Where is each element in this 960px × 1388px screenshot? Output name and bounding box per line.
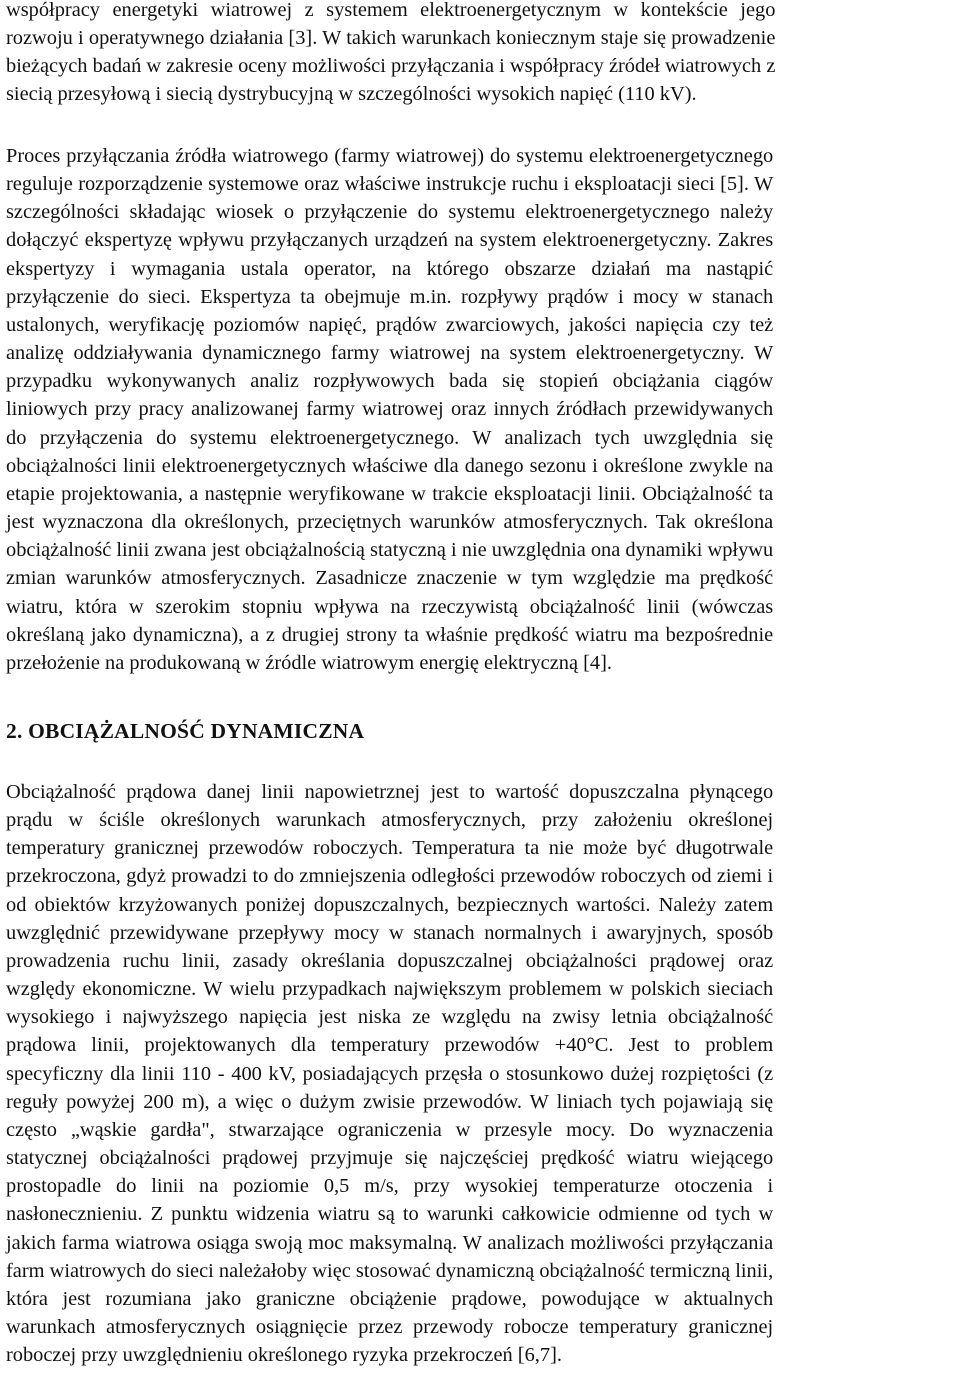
text-line: statycznej obciążalności prądowej przyjmuje się najczęściej prędkość wiatru wiejącego bbox=[6, 1147, 774, 1170]
text-line: obciążalności linii elektroenergetycznych właściwe dla danego sezonu i określone zwykle na bbox=[6, 454, 774, 477]
text-line: dołączyć ekspertyzę wpływu przyłączanych urządzeń na system elektroenergetyczny. Zakres bbox=[6, 229, 774, 252]
text-line: analizę oddziaływania dynamicznego farmy wiatrowej na system elektroenergetyczny. W bbox=[6, 342, 774, 365]
text-line: rozwoju i operatywnego działania [3]. W takich warunkach koniecznym staje się prowadzenie bbox=[6, 27, 776, 50]
text-line: reguluje rozporządzenie systemowe oraz właściwe instrukcje ruchu i eksploatacji sieci [5]. W bbox=[6, 173, 774, 196]
text-line: szczególności składając wiosek o przyłączenie do systemu elektroenergetycznego należy bbox=[6, 201, 774, 224]
text-line: nasłonecznieniu. Z punktu widzenia wiatru są to warunki całkowicie odmienne od tych w bbox=[6, 1203, 774, 1226]
text-line: farm wiatrowych do sieci należałoby więc stosować dynamiczną obciążalność termiczną linii, bbox=[6, 1259, 774, 1282]
text-line: Obciążalność prądowa danej linii napowietrznej jest to wartość dopuszczalna płynącego bbox=[6, 781, 774, 803]
text-line: przypadku wykonywanych analiz rozpływowych bada się stopień obciążania ciągów bbox=[6, 370, 774, 393]
text-line: wysokiego i najwyższego napięcia jest niska ze względu na zwisy letnia obciążalność bbox=[6, 1006, 774, 1029]
text-line: często „wąskie gardła", stwarzające ograniczenia w przesyle mocy. Do wyznaczenia bbox=[6, 1118, 774, 1141]
text-line: która jest rozumiana jako graniczne obciążenie prądowe, powodujące w aktualnych bbox=[6, 1287, 774, 1310]
text-line: zmian warunków atmosferycznych. Zasadnicze znaczenie w tym względzie ma prędkość bbox=[6, 567, 774, 590]
text-line: ekspertyzy i wymagania ustala operator, na którego obszarze działań ma nastąpić bbox=[6, 257, 774, 280]
text-line: do przyłączenia do systemu elektroenergetycznego. W analizach tych uwzględnia się bbox=[6, 426, 774, 449]
text-line: przełożenie na produkowaną w źródle wiatrowym energię elektryczną [4]. bbox=[6, 651, 612, 674]
text-line: prostopadle do linii na poziomie 0,5 m/s, przy wysokiej temperaturze otoczenia i bbox=[6, 1175, 774, 1198]
paragraph-intro-continuation bbox=[6, 0, 775, 109]
text-line: prądu w ściśle określonych warunkach atmosferycznych, przy założeniu określonej bbox=[6, 809, 774, 832]
text-line: przekroczona, gdyż prowadzi to do zmniejszenia odległości przewodów roboczych od ziemi i bbox=[6, 865, 774, 888]
text-line: etapie projektowania, a następnie weryfikowane w trakcie eksploatacji linii. Obciążalność ta bbox=[6, 482, 774, 505]
text-line: roboczej przy uwzględnieniu określonego ryzyka przekroczeń [6,7]. bbox=[6, 1344, 562, 1367]
paragraph-connection-process bbox=[6, 142, 773, 677]
text-line: względy ekonomiczne. W wielu przypadkach największym problemem w polskich sieciach bbox=[6, 978, 774, 1001]
text-line: specyficzny dla linii 110 - 400 kV, posiadających przęsła o stosunkowo dużej rozpiętości (z bbox=[6, 1062, 774, 1085]
text-line: od obiektów krzyżowanych poniżej dopuszczalnych, bezpiecznych wartości. Należy zatem bbox=[6, 893, 774, 916]
text-line: Proces przyłączania źródła wiatrowego (farmy wiatrowej) do systemu elektroenergetycznego bbox=[6, 145, 774, 167]
text-line: obciążalność linii zwana jest obciążalnością statyczną i nie uwzględnia ona dynamiki wpływu bbox=[6, 539, 774, 562]
text-line: wiatru, która w szerokim stopniu wpływa na rzeczywistą obciążalność linii (wówczas bbox=[6, 595, 774, 618]
text-line: przyłączenie do sieci. Ekspertyza ta obejmuje m.in. rozpływy prądów i mocy w stanach bbox=[6, 285, 774, 308]
text-line: prowadzenia ruchu linii, zasady określania dopuszczalnej obciążalności prądowej oraz bbox=[6, 949, 774, 972]
text-line: określaną jako dynamiczna), a z drugiej strony ta właśnie prędkość wiatru ma bezpośrednie bbox=[6, 623, 774, 646]
text-line: temperatury granicznej przewodów roboczych. Temperatura ta nie może być długotrwale bbox=[6, 837, 774, 860]
paragraph-dynamic-ampacity bbox=[6, 778, 773, 1369]
text-line: warunkach atmosferycznych osiągnięcie przez przewody robocze temperatury granicznej bbox=[6, 1315, 774, 1338]
text-line: ustalonych, weryfikację poziomów napięć, prądów zwarciowych, jakości napięcia czy też bbox=[6, 313, 774, 336]
text-line: liniowych przy pracy analizowanej farmy wiatrowej oraz innych źródłach przewidywanych bbox=[6, 398, 774, 421]
text-line: współpracy energetyki wiatrowej z systemem elektroenergetycznym w kontekście jego bbox=[6, 0, 776, 21]
text-line: jest wyznaczona dla określonych, przeciętnych warunków atmosferycznych. Tak określona bbox=[6, 511, 774, 534]
section-heading: 2. OBCIĄŻALNOŚĆ DYNAMICZNA bbox=[6, 719, 365, 743]
text-line: uwzględnić przewidywane przepływy mocy w stanach normalnych i awaryjnych, sposób bbox=[6, 921, 774, 944]
text-line: siecią przesyłową i siecią dystrybucyjną w szczególności wysokich napięć (110 kV). bbox=[6, 83, 697, 106]
text-line: reguły powyżej 200 m), a więc o dużym zwisie przewodów. W liniach tych pojawiają się bbox=[6, 1090, 774, 1113]
text-line: bieżących badań w zakresie oceny możliwości przyłączania i współpracy źródeł wiatrowych z bbox=[6, 55, 776, 78]
text-line: prądowa linii, projektowanych dla temperatury przewodów +40°C. Jest to problem bbox=[6, 1034, 774, 1057]
text-line: jakich farma wiatrowa osiąga swoją moc maksymalną. W analizach możliwości przyłączania bbox=[6, 1231, 774, 1254]
